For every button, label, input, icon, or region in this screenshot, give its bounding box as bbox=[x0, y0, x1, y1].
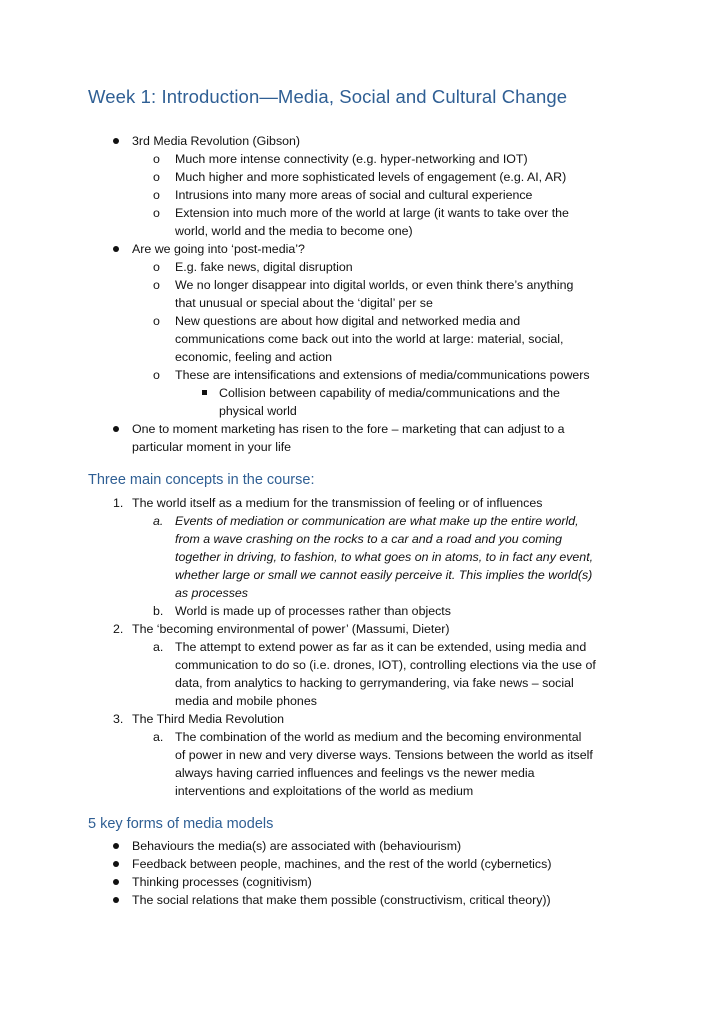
sub-bullet-marker: o bbox=[153, 278, 160, 292]
lettered-item-cont: together in driving, to fashion, to what goes on in atoms, to in fact any event, bbox=[175, 550, 594, 564]
page-title: Week 1: Introduction—Media, Social and Cultural Change bbox=[88, 86, 568, 107]
sub-bullet-marker: o bbox=[153, 188, 160, 202]
sub-bullet-item-cont: that unusual or special about the ‘digital’ per se bbox=[175, 296, 433, 310]
bullet-icon bbox=[113, 879, 119, 885]
bullet-icon bbox=[113, 138, 119, 144]
bullet-icon bbox=[113, 426, 119, 432]
section-heading: Three main concepts in the course: bbox=[88, 472, 315, 488]
bullet-item: Feedback between people, machines, and the rest of the world (cybernetics) bbox=[132, 857, 552, 871]
sub-bullet-item: Intrusions into many more areas of social and cultural experience bbox=[175, 188, 533, 202]
list-letter: a. bbox=[153, 730, 164, 744]
list-letter: a. bbox=[153, 514, 164, 528]
lettered-item: World is made up of processes rather than objects bbox=[175, 604, 451, 618]
bullet-icon bbox=[113, 843, 119, 849]
lettered-item-cont: of power in new and very diverse ways. Tensions between the world as itself bbox=[175, 748, 593, 762]
bullet-item-cont: particular moment in your life bbox=[132, 440, 292, 454]
lettered-item-cont: from a wave crashing on the rocks to a car and a road and you coming bbox=[175, 532, 563, 546]
bullet-item: The social relations that make them possible (constructivism, critical theory)) bbox=[132, 893, 551, 907]
section-heading: 5 key forms of media models bbox=[88, 816, 274, 832]
bullet-item: Thinking processes (cognitivism) bbox=[132, 875, 312, 889]
bullet-item: Behaviours the media(s) are associated with (behaviourism) bbox=[132, 839, 462, 853]
bullet-item: 3rd Media Revolution (Gibson) bbox=[132, 134, 301, 148]
sub-bullet-item: Much higher and more sophisticated levels of engagement (e.g. AI, AR) bbox=[175, 170, 567, 184]
bullet-icon bbox=[113, 246, 119, 252]
sub-bullet-marker: o bbox=[153, 314, 160, 328]
list-letter: b. bbox=[153, 604, 164, 618]
sub-bullet-marker: o bbox=[153, 152, 160, 166]
sub-bullet-item-cont: communications come back out into the world at large: material, social, bbox=[175, 332, 564, 346]
list-letter: a. bbox=[153, 640, 164, 654]
sub-bullet-marker: o bbox=[153, 368, 160, 382]
sub-bullet-item-cont: economic, feeling and action bbox=[175, 350, 333, 364]
sub-bullet-marker: o bbox=[153, 260, 160, 274]
numbered-item: The Third Media Revolution bbox=[132, 712, 284, 726]
sub-sub-bullet-item: Collision between capability of media/communications and the bbox=[219, 386, 560, 400]
lettered-item-cont: whether large or small we cannot easily perceive it. This implies the world(s) bbox=[175, 568, 593, 582]
bullet-item: Are we going into ‘post-media’? bbox=[132, 242, 305, 256]
lettered-item-cont: interventions and exploitations of the world as medium bbox=[175, 784, 474, 798]
bullet-icon bbox=[113, 861, 119, 867]
sub-bullet-item: Extension into much more of the world at large (it wants to take over the bbox=[175, 206, 569, 220]
square-bullet-icon bbox=[202, 390, 207, 395]
lettered-item-cont: data, from analytics to hacking to gerrymandering, via fake news – social bbox=[175, 676, 574, 690]
sub-bullet-item: New questions are about how digital and networked media and bbox=[175, 314, 521, 328]
sub-bullet-marker: o bbox=[153, 206, 160, 220]
sub-sub-bullet-item-cont: physical world bbox=[219, 404, 297, 418]
bullet-item: One to moment marketing has risen to the fore – marketing that can adjust to a bbox=[132, 422, 565, 436]
lettered-item: Events of mediation or communication are what make up the entire world, bbox=[175, 514, 579, 528]
lettered-item-cont: media and mobile phones bbox=[175, 694, 317, 708]
list-number: 3. bbox=[113, 712, 124, 726]
lettered-item-cont: always having carried influences and feelings vs the newer media bbox=[175, 766, 535, 780]
sub-bullet-marker: o bbox=[153, 170, 160, 184]
list-number: 2. bbox=[113, 622, 124, 636]
sub-bullet-item-cont: world, world and the media to become one) bbox=[175, 224, 413, 238]
sub-bullet-item: Much more intense connectivity (e.g. hyper-networking and IOT) bbox=[175, 152, 528, 166]
sub-bullet-item: We no longer disappear into digital worlds, or even think there’s anything bbox=[175, 278, 574, 292]
lettered-item-cont: communication to do so (i.e. drones, IOT), controlling elections via the use of bbox=[175, 658, 596, 672]
bullet-icon bbox=[113, 897, 119, 903]
sub-bullet-item: These are intensifications and extensions of media/communications powers bbox=[175, 368, 590, 382]
sub-bullet-item: E.g. fake news, digital disruption bbox=[175, 260, 353, 274]
lettered-item: The combination of the world as medium and the becoming environmental bbox=[175, 730, 582, 744]
numbered-item: The world itself as a medium for the transmission of feeling or of influences bbox=[132, 496, 543, 510]
numbered-item: The ‘becoming environmental of power’ (Massumi, Dieter) bbox=[132, 622, 450, 636]
lettered-item: The attempt to extend power as far as it can be extended, using media and bbox=[175, 640, 587, 654]
lettered-item-cont: as processes bbox=[175, 586, 249, 600]
list-number: 1. bbox=[113, 496, 124, 510]
